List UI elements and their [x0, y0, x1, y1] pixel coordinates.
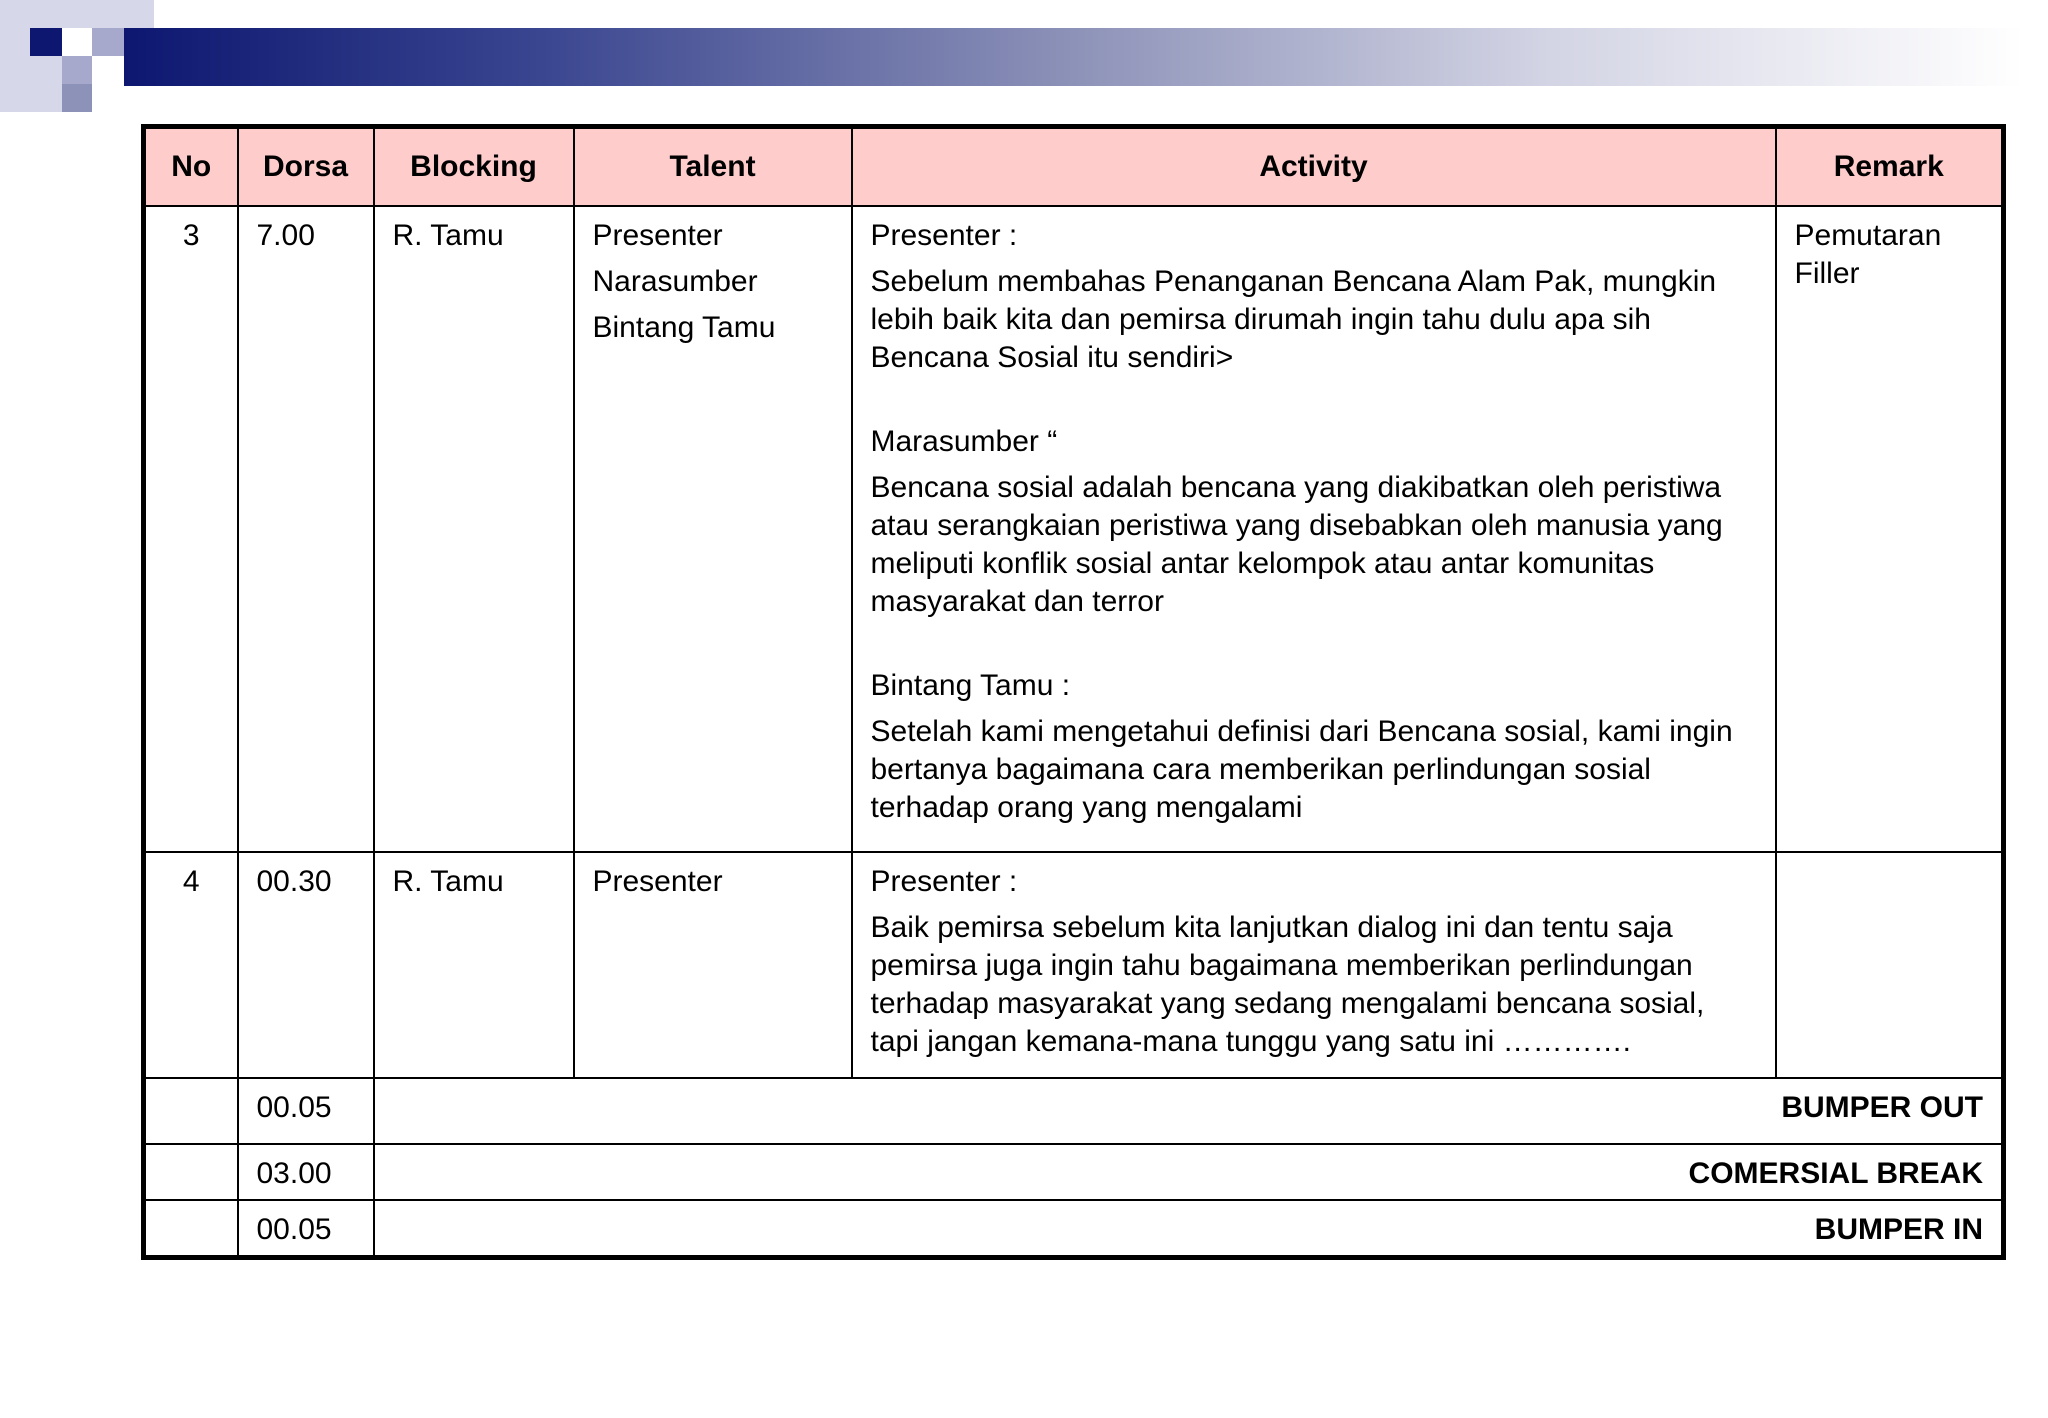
activity-dialogue — [871, 423, 1757, 621]
row-activity — [852, 206, 1776, 852]
segment-row — [144, 1144, 2004, 1200]
activity-dialogue — [871, 217, 1757, 377]
rundown-table — [141, 124, 2006, 1260]
dialogue-text: Setelah kami mengetahui definisi dari Bencana sosial, kami ingin bertanya bagaimana cara memberikan perlindungan sosial terhadap orang yang mengalami — [870, 715, 1733, 824]
decor-square — [92, 28, 124, 56]
row-talent — [574, 852, 852, 1078]
segment-row — [144, 1078, 2004, 1144]
column-header-blocking: Blocking — [374, 127, 574, 207]
row-number: 4 — [144, 852, 238, 1078]
segment-label: BUMPER OUT — [374, 1078, 2004, 1144]
decor-square — [30, 28, 62, 56]
segment-label: COMERSIAL BREAK — [374, 1144, 2004, 1200]
segment-row — [144, 1200, 2004, 1258]
segment-dorsa: 00.05 — [238, 1078, 374, 1144]
speaker-label: Presenter : — [870, 219, 1018, 252]
column-header-remark: Remark — [1776, 127, 2004, 207]
table-row — [144, 206, 2004, 852]
row-activity — [852, 852, 1776, 1078]
talent-item: Bintang Tamu — [592, 311, 776, 344]
dialogue-text: Sebelum membahas Penanganan Bencana Alam Pak, mungkin lebih baik kita dan pemirsa dirumah ingin tahu dulu apa sih Bencana Sosial itu sendiri> — [870, 265, 1717, 374]
segment-number — [144, 1144, 238, 1200]
dialogue-text: Bencana sosial adalah bencana yang diakibatkan oleh peristiwa atau serangkaian peristiwa yang disebabkan oleh manusia yang meliputi konflik sosial antar kelompok atau antar komunitas masyarakat dan terror — [870, 471, 1723, 618]
segment-dorsa: 00.05 — [238, 1200, 374, 1258]
column-header-talent: Talent — [574, 127, 852, 207]
row-talent — [574, 206, 852, 852]
talent-item: Presenter — [592, 865, 723, 898]
talent-item: Presenter — [592, 219, 723, 252]
dialogue-text: Baik pemirsa sebelum kita lanjutkan dialog ini dan tentu saja pemirsa juga ingin tahu bagaimana memberikan perlindungan terhadap masyarakat yang sedang mengalami bencana sosial, tapi jangan kemana-mana tunggu yang satu ini …………. — [870, 911, 1705, 1058]
row-dorsa: 7.00 — [238, 206, 374, 852]
decor-square — [62, 84, 92, 112]
segment-label: BUMPER IN — [374, 1200, 2004, 1258]
row-blocking: R. Tamu — [374, 852, 574, 1078]
row-remark: Pemutaran Filler — [1776, 206, 2004, 852]
speaker-label: Bintang Tamu : — [870, 669, 1071, 702]
row-blocking: R. Tamu — [374, 206, 574, 852]
talent-item: Narasumber — [592, 265, 758, 298]
column-header-activity: Activity — [852, 127, 1776, 207]
speaker-label: Marasumber “ — [870, 425, 1058, 458]
row-remark — [1776, 852, 2004, 1078]
column-header-no: No — [144, 127, 238, 207]
column-header-dorsa: Dorsa — [238, 127, 374, 207]
table-header-row — [144, 127, 2004, 207]
title-gradient-bar — [124, 28, 2024, 86]
row-dorsa: 00.30 — [238, 852, 374, 1078]
segment-number — [144, 1078, 238, 1144]
speaker-label: Presenter : — [870, 865, 1018, 898]
decor-square — [0, 0, 62, 112]
activity-dialogue — [871, 667, 1757, 827]
row-number: 3 — [144, 206, 238, 852]
segment-dorsa: 03.00 — [238, 1144, 374, 1200]
decor-square — [62, 56, 92, 84]
table-row — [144, 852, 2004, 1078]
decor-square — [62, 0, 154, 28]
activity-dialogue — [871, 863, 1757, 1061]
segment-number — [144, 1200, 238, 1258]
